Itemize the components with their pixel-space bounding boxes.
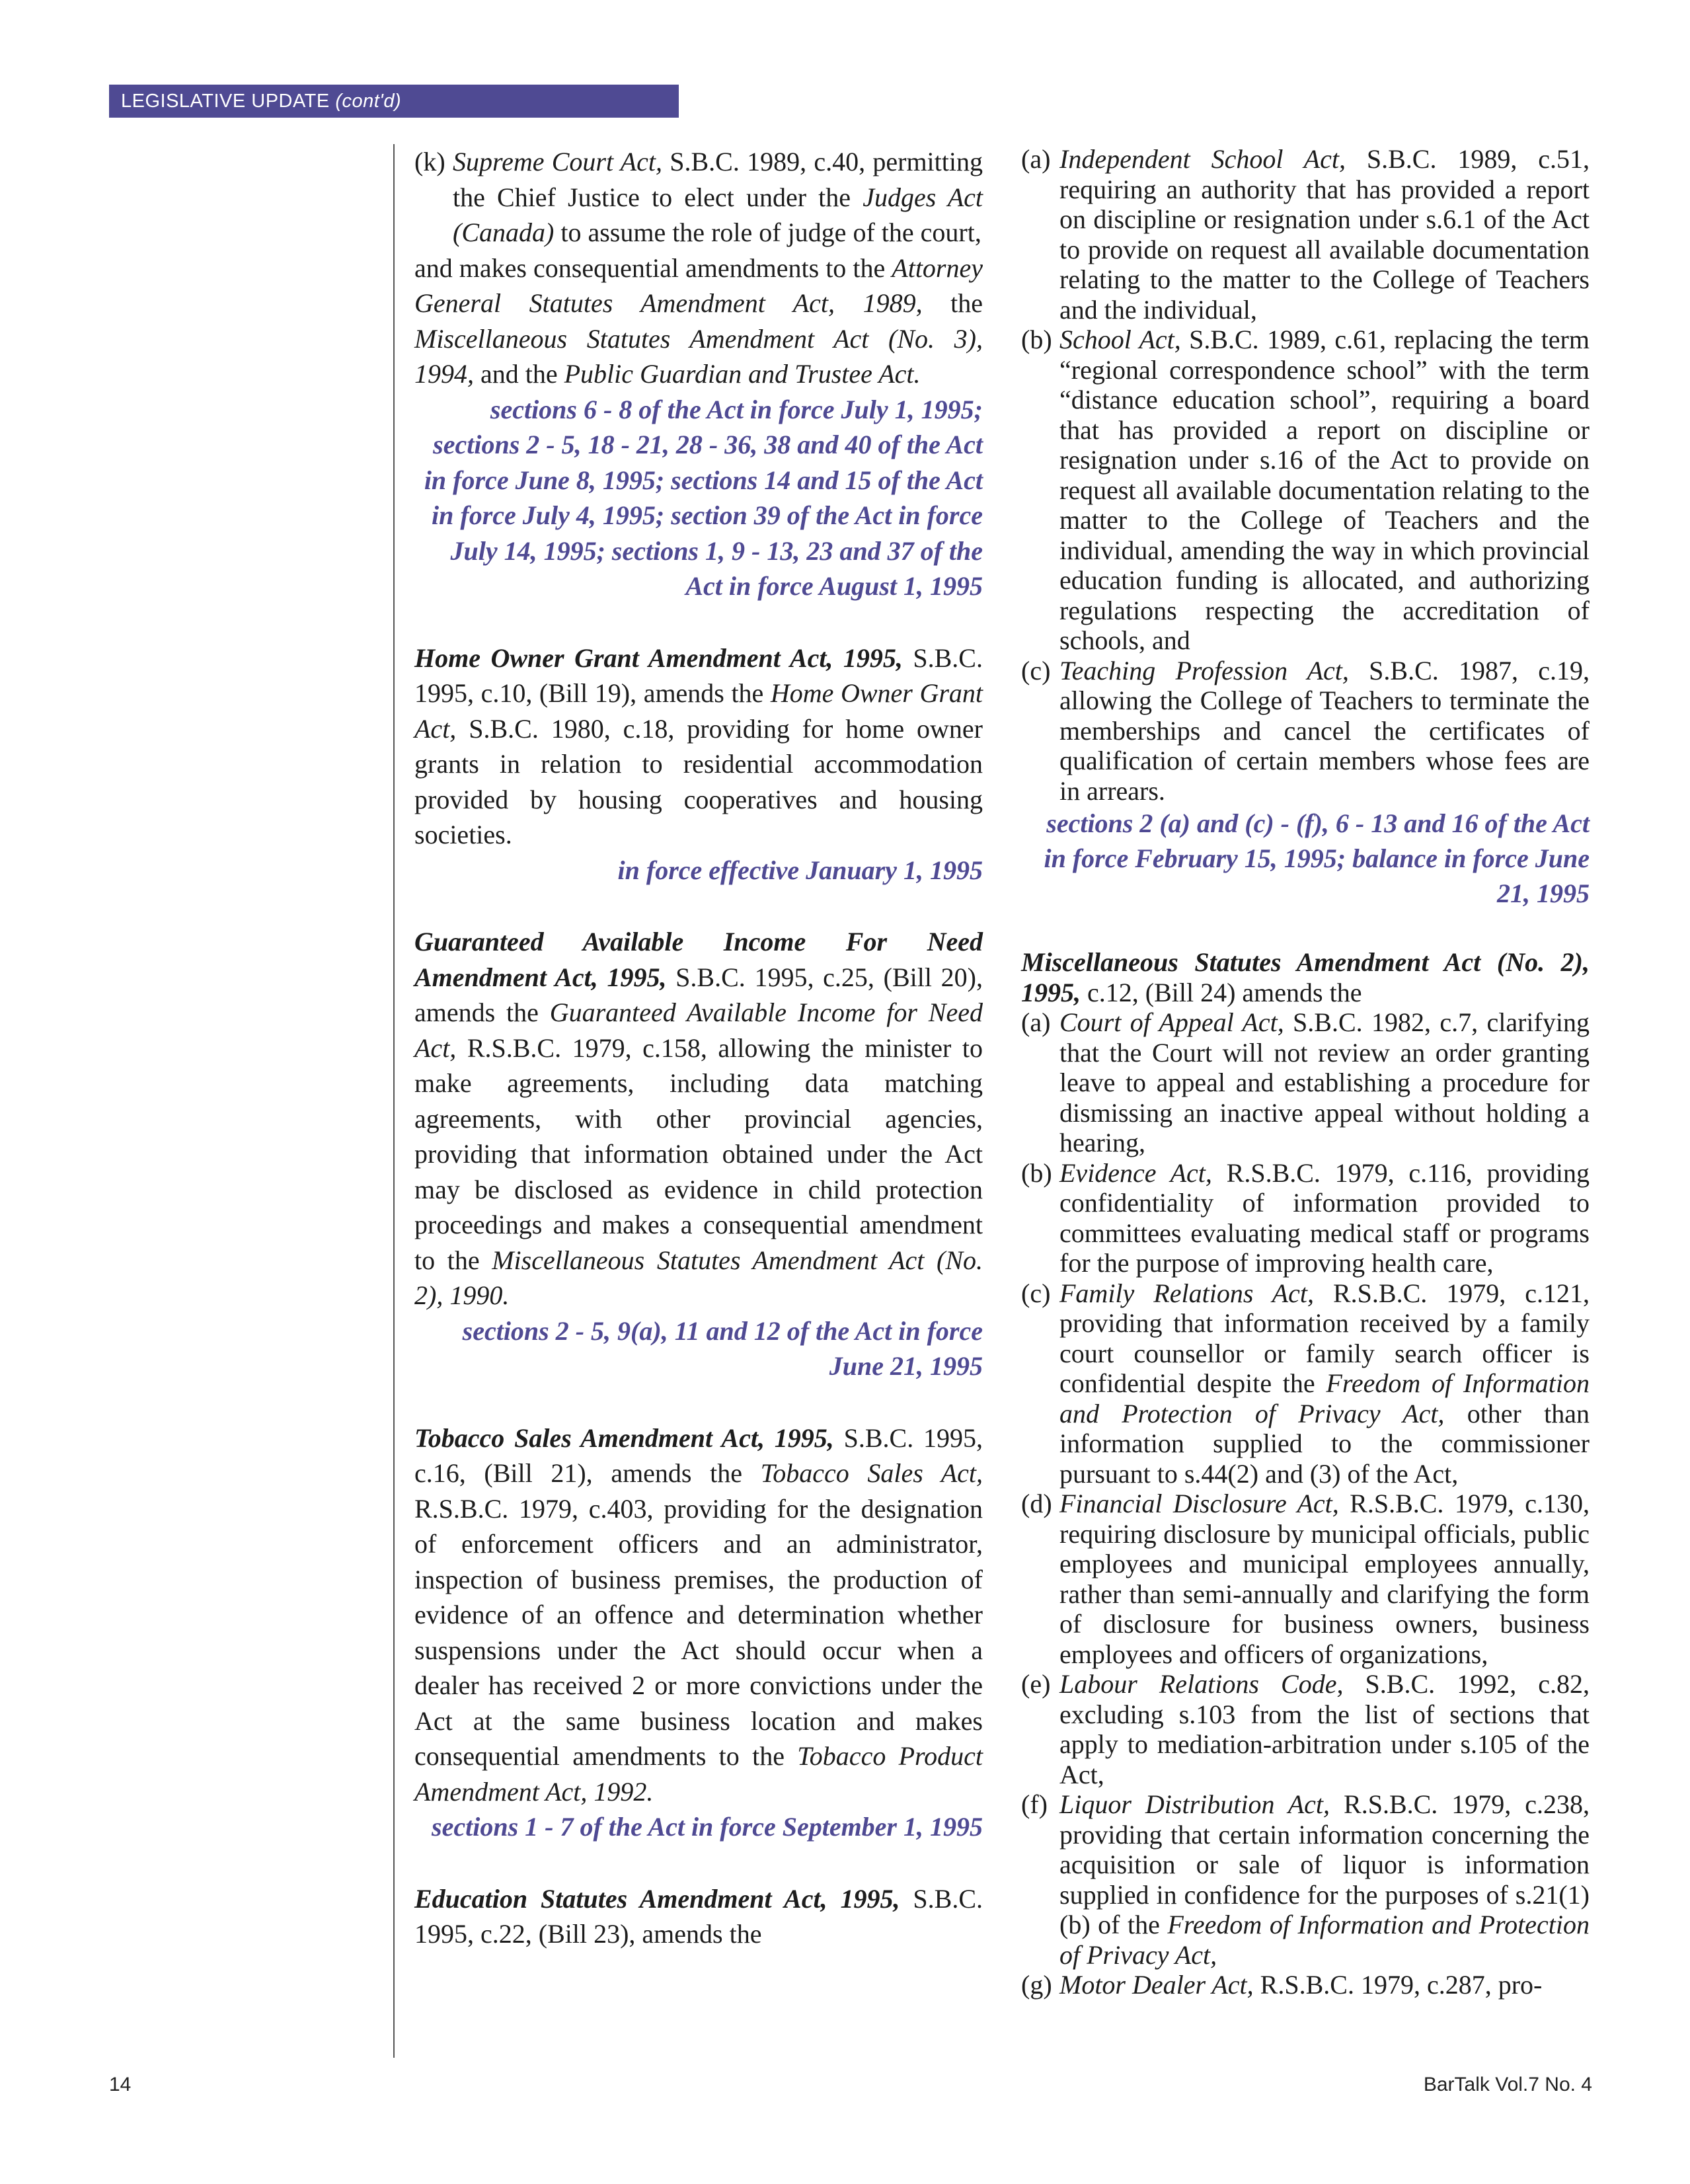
in-force-notice: sections 1 - 7 of the Act in force September 1, 1995 xyxy=(432,1812,983,1842)
item-label: (c) xyxy=(1021,655,1051,685)
act-text: the xyxy=(922,288,983,318)
item-text xyxy=(1059,1007,1590,1158)
in-force-notice: in force effective January 1, 1995 xyxy=(617,855,983,885)
left-column xyxy=(414,144,983,1952)
act-text: S.B.C. 1995, c.16, (Bill 21), amends the xyxy=(414,1423,983,1488)
item-text xyxy=(1059,656,1590,806)
act-title: Tobacco Sales Act, xyxy=(760,1458,983,1488)
list-item xyxy=(1021,325,1590,656)
act-title: Guaranteed Available Income for Need Act, xyxy=(414,997,983,1063)
act-text: to assume the role of judge of the court, xyxy=(554,217,981,247)
spacer xyxy=(414,888,983,924)
item-label: (d) xyxy=(1021,1489,1052,1518)
act-title: Teaching Profession Act, xyxy=(1059,655,1349,685)
item-label: (g) xyxy=(1021,1970,1052,2000)
act-title: Evidence Act, xyxy=(1059,1157,1212,1188)
in-force-notice: sections 2 (a) and (c) - (f), 6 - 13 and 16 of the Act in force February 15, 1995; balance in force June 21, 1995 xyxy=(1044,808,1590,908)
act-text: c.12, (Bill 24) amends the xyxy=(1081,977,1362,1007)
item-text xyxy=(1059,1970,1590,2000)
act-title: Liquor Distribution Act, xyxy=(1059,1789,1330,1819)
item-label: (a) xyxy=(1021,1007,1051,1037)
item-label: (a) xyxy=(1021,144,1051,174)
act-text: S.B.C. 1989, c.40, permitting the Chief Justice to elect under the xyxy=(453,147,983,212)
act-text: R.S.B.C. 1979, c.121, providing that information received by a family court counsellor or family search officer is confidential despite the xyxy=(1059,1278,1590,1398)
act-title: Public Guardian and Trustee Act. xyxy=(564,359,921,389)
act-title: Home Owner Grant Act, xyxy=(414,678,983,744)
item-label: (b) xyxy=(1021,325,1052,354)
act-title: Miscellaneous Statutes Amendment Act (No. 2), 1995, xyxy=(1021,947,1590,1007)
act-text: S.B.C. 1995, c.22, (Bill 23), amends the xyxy=(414,1883,983,1949)
item-text xyxy=(1059,1158,1590,1278)
act-title: Labour Relations Code, xyxy=(1059,1669,1344,1699)
act-title: School Act, xyxy=(1059,325,1181,354)
act-title: Freedom of Information and Protection of Privacy Act, xyxy=(1059,1910,1590,1970)
act-text: S.B.C. 1980, c.18, providing for home owner grants in relation to residential accommodation provided by housing cooperatives and housing societies. xyxy=(414,713,983,849)
act-title: Supreme Court Act, xyxy=(453,147,662,176)
act-title: Miscellaneous Statutes Amendment Act (No. 2), 1990. xyxy=(414,1245,983,1310)
act-text: S.B.C. 1989, c.51, requiring an authority that has provided a report on discipline or resignation under s.6.1 of the Act to provide on request all available documentation relating to the matter to the College of Teachers and the individual, xyxy=(1059,144,1590,325)
act-title: Education Statutes Amendment Act, 1995, xyxy=(414,1883,900,1914)
act-text: R.S.B.C. 1979, c.158, allowing the minister to make agreements, including data matching agreements, with other provincial agencies, providing that information obtained under the Act may be disclosed as evidence in child protection proceedings and makes a consequential amendment to the xyxy=(414,1033,983,1275)
in-force-notice: sections 6 - 8 of the Act in force July 1, 1995; sections 2 - 5, 18 - 21, 28 - 36, 38 and 40 of the Act in force June 8, 1995; sections 14 and 15 of the Act in force July 4, 1995; section 39 of the Act in force July 14, 1995; sections 1, 9 - 13, 23 and 37 of the Act in force August 1, 1995 xyxy=(424,394,983,601)
item-text xyxy=(1059,1789,1590,1970)
list-item xyxy=(1021,1158,1590,1278)
act-text: S.B.C. 1987, c.19, allowing the College of Teachers to terminate the memberships and cancel the certificates of qualification of certain members whose fees are in arrears. xyxy=(1059,655,1590,806)
act-title: Attorney General Statutes Amendment Act, 1989, xyxy=(414,253,983,318)
act-text: S.B.C. 1995, c.25, (Bill 20), amends the xyxy=(414,962,983,1027)
list-item xyxy=(1021,144,1590,325)
list-item xyxy=(414,144,983,251)
paragraph xyxy=(414,641,983,853)
act-title: Family Relations Act, xyxy=(1059,1278,1314,1308)
act-text: R.S.B.C. 1979, c.116, providing confidentiality of information provided to committees evaluating medical staff or programs for the purpose of improving health care, xyxy=(1059,1157,1590,1278)
paragraph xyxy=(414,924,983,1313)
list-item xyxy=(1021,1489,1590,1669)
item-label: (k) xyxy=(414,147,445,176)
item-text xyxy=(1059,1489,1590,1669)
paragraph xyxy=(414,1421,983,1810)
item-text xyxy=(1059,144,1590,325)
act-title: Court of Appeal Act, xyxy=(1059,1007,1284,1037)
act-title: Financial Disclosure Act, xyxy=(1059,1489,1339,1518)
list-item xyxy=(1021,656,1590,806)
spacer xyxy=(1021,911,1590,947)
column-rule xyxy=(393,144,395,2058)
list-item xyxy=(1021,1789,1590,1970)
spacer xyxy=(414,1845,983,1881)
page-number: 14 xyxy=(109,2074,132,2095)
item-label: (e) xyxy=(1021,1669,1051,1699)
section-header xyxy=(109,85,679,118)
act-title: Home Owner Grant Amendment Act, 1995, xyxy=(414,643,903,673)
act-text: and makes consequential amendments to the xyxy=(414,253,892,283)
act-text: R.S.B.C. 1979, c.403, providing for the designation of enforcement officers and an administrator, inspection of business premises, the production of evidence of an offence and determination whether suspensions under the Act should occur when a dealer has received 2 or more convictions under the Act at the same business location and makes consequential amendments to the xyxy=(414,1493,983,1771)
section-title: LEGISLATIVE UPDATE xyxy=(121,91,330,112)
act-text: R.S.B.C. 1979, c.238, providing that certain information concerning the acquisition or sale of liquor is information supplied in confidence for the purposes of s.21(1)(b) of the xyxy=(1059,1789,1590,1939)
act-text: S.B.C. 1992, c.82, excluding s.103 from the list of sections that apply to mediation-arbitration under s.105 of the Act, xyxy=(1059,1669,1590,1789)
act-title: Motor Dealer Act, xyxy=(1059,1970,1254,2000)
item-text xyxy=(1059,325,1590,656)
spacer xyxy=(414,1384,983,1421)
item-label: (f) xyxy=(1021,1789,1048,1819)
paragraph xyxy=(414,1881,983,1952)
item-label: (c) xyxy=(1021,1278,1051,1308)
section-cont: (cont'd) xyxy=(335,91,402,112)
act-text: S.B.C. 1995, c.10, (Bill 19), amends the xyxy=(414,643,983,708)
item-text xyxy=(1059,1278,1590,1489)
spacer xyxy=(414,604,983,641)
act-text: other than information supplied to the commissioner pursuant to s.44(2) and (3) of the Act, xyxy=(1059,1398,1590,1489)
list-item xyxy=(1021,1970,1590,2000)
act-text: and the xyxy=(474,359,564,389)
act-title: Tobacco Sales Amendment Act, 1995, xyxy=(414,1423,834,1453)
act-title: Independent School Act, xyxy=(1059,144,1346,174)
act-text: R.S.B.C. 1979, c.287, pro- xyxy=(1253,1970,1543,2000)
paragraph xyxy=(414,251,983,392)
act-text: S.B.C. 1982, c.7, clarifying that the Court will not review an order granting leave to appeal and establishing a procedure for dismissing an inactive appeal without holding a hearing, xyxy=(1059,1007,1590,1157)
list-item xyxy=(1021,1007,1590,1158)
act-title: Miscellaneous Statutes Amendment Act (No. 3), 1994, xyxy=(414,323,983,389)
list-item xyxy=(1021,1278,1590,1489)
act-title: Freedom of Information and Protection of Privacy Act, xyxy=(1059,1368,1590,1428)
item-text xyxy=(453,144,983,251)
act-title: Tobacco Product Amendment Act, 1992. xyxy=(414,1741,983,1807)
right-column xyxy=(1021,144,1590,2000)
act-title: Guaranteed Available Income For Need Amendment Act, 1995, xyxy=(414,927,983,992)
act-title: Judges Act (Canada) xyxy=(453,182,983,247)
in-force-notice: sections 2 - 5, 9(a), 11 and 12 of the Act in force June 21, 1995 xyxy=(462,1315,983,1381)
item-label: (b) xyxy=(1021,1157,1052,1188)
act-text: R.S.B.C. 1979, c.130, requiring disclosure by municipal officials, public employees and municipal employees annually, rather than semi-annually and clarifying the form of disclosure for business owners, business employees and officers of organizations, xyxy=(1059,1489,1590,1669)
act-text: S.B.C. 1989, c.61, replacing the term “regional correspondence school” with the term “distance education school”, requiring a board that has provided a report on discipline or resignation under s.16 of the Act to provide on request all available documentation relating to the matter to the College of Teachers and the individual, amending the way in which provincial education funding is allocated, and authorizing regulations respecting the accreditation of schools, and xyxy=(1059,325,1590,655)
list-item xyxy=(1021,1669,1590,1789)
paragraph xyxy=(1021,947,1590,1007)
item-text xyxy=(1059,1669,1590,1789)
publication-info: BarTalk Vol.7 No. 4 xyxy=(1423,2074,1592,2095)
